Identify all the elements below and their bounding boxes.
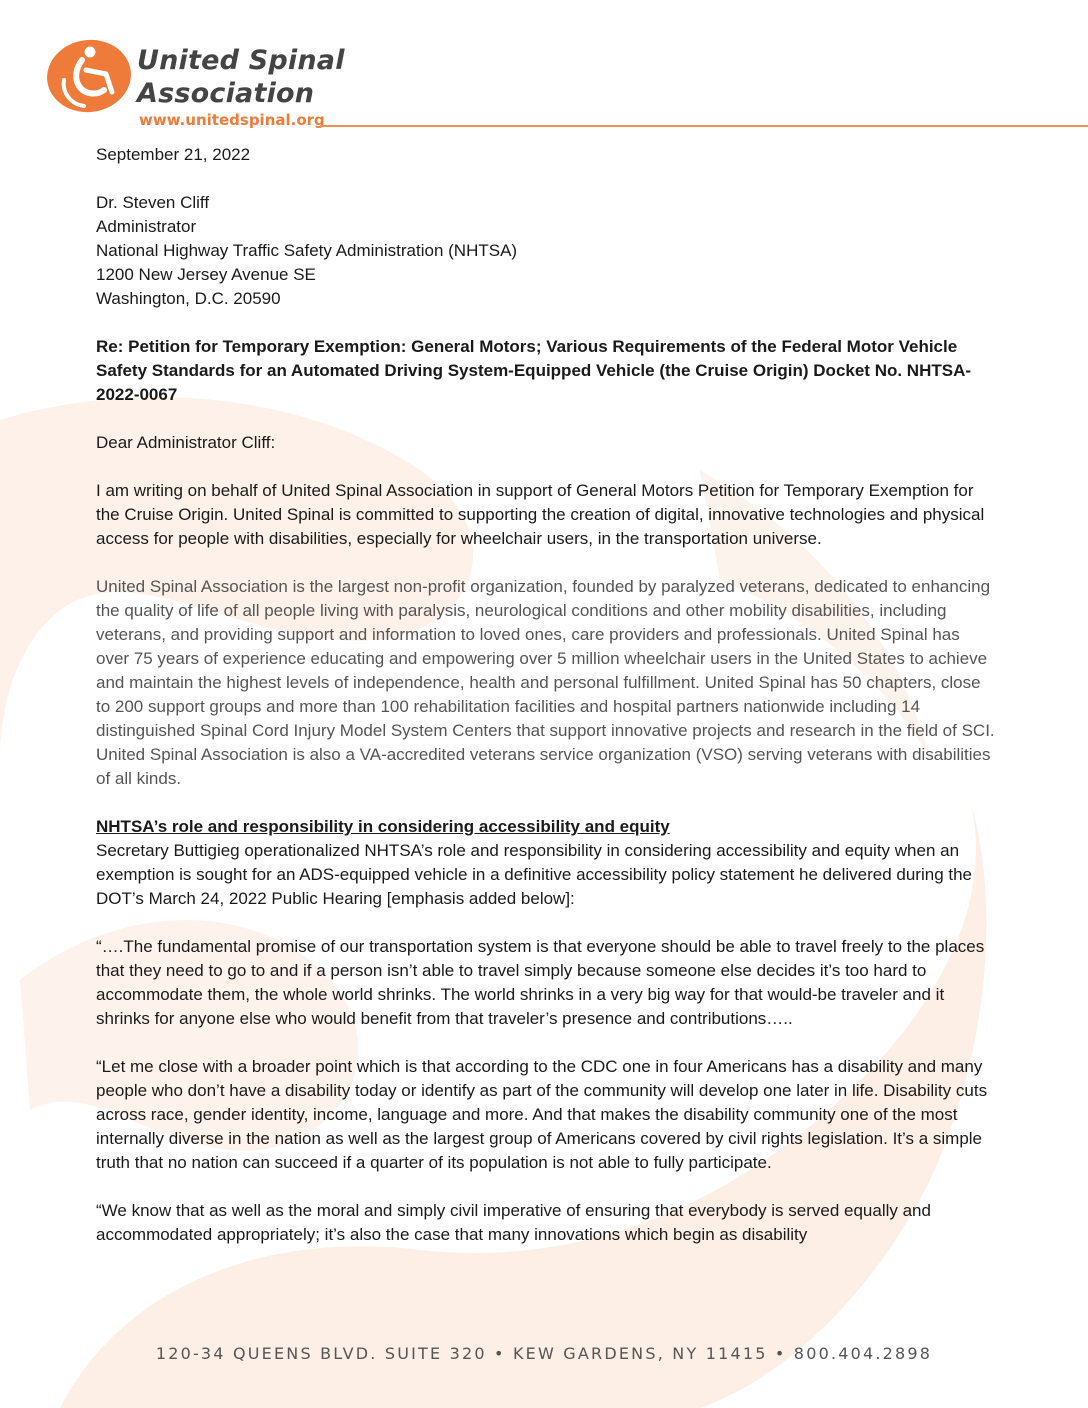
subject-line: Re: Petition for Temporary Exemption: General Motors; Various Requirements of the Federal Motor Vehicle Safety Standards for an Automated Driving System-Equipped Vehicle (the Cruise Origin) Docket No. NHTSA-2022-0067 xyxy=(96,337,972,404)
section-heading: NHTSA’s role and responsibility in considering accessibility and equity xyxy=(96,817,670,836)
recipient-title: Administrator xyxy=(96,217,197,236)
footer-address: 120-34 QUEENS BLVD. SUITE 320 • KEW GARDENS, NY 11415 • 800.404.2898 xyxy=(155,1344,933,1363)
header-divider xyxy=(320,125,1088,127)
recipient-street: 1200 New Jersey Avenue SE xyxy=(96,265,316,284)
organization-name-line2: Association xyxy=(137,78,315,109)
recipient-name: Dr. Steven Cliff xyxy=(96,193,210,212)
section-intro: Secretary Buttigieg operationalized NHTSA’s role and responsibility in considering accessibility and equity when an exemption is sought for an ADS-equipped vehicle in a definitive accessibility policy statement he delivered during the DOT’s March 24, 2022 Public Hearing [emphasis added below]: xyxy=(96,841,972,908)
quote-paragraph-1: “….The fundamental promise of our transportation system is that everyone should be able to travel freely to the places that they need to go to and if a person isn’t able to travel simply because someone else decides it’s too hard to accommodate them, the whole world shrinks. The world shrinks in a very big way for that would-be traveler and it shrinks for anyone else who would benefit from that traveler’s presence and contributions….. xyxy=(96,937,985,1028)
letter-date: September 21, 2022 xyxy=(96,145,251,164)
letter-body xyxy=(96,143,996,1271)
salutation: Dear Administrator Cliff: xyxy=(96,433,276,452)
intro-paragraph: I am writing on behalf of United Spinal Association in support of General Motors Petition for Temporary Exemption for the Cruise Origin. United Spinal is committed to supporting the creation of digital, innovative technologies and physical access for people with disabilities, especially for wheelchair users, in the transportation universe. xyxy=(96,481,985,548)
organization-name-line1: United Spinal xyxy=(137,45,345,76)
quote-paragraph-2: “Let me close with a broader point which is that according to the CDC one in four Americans has a disability and many people who don’t have a disability today or identify as part of the community will develop one later in life. Disability cuts across race, gender identity, income, language and more. And that makes the disability community one of the most internally diverse in the nation as well as the largest group of Americans covered by civil rights legislation. It’s a simple truth that no nation can succeed if a quarter of its population is not able to fully participate. xyxy=(96,1057,988,1172)
recipient-address xyxy=(96,191,996,311)
recipient-organization: National Highway Traffic Safety Administration (NHTSA) xyxy=(96,241,518,260)
quote-paragraph-3: “We know that as well as the moral and simply civil imperative of ensuring that everybody is served equally and accommodated appropriately; it’s also the case that many innovations which begin as disability xyxy=(96,1201,931,1244)
organization-name xyxy=(137,44,345,110)
about-paragraph: United Spinal Association is the largest non-profit organization, founded by paralyzed veterans, dedicated to enhancing the quality of life of all people living with paralysis, neurological conditions and other mobility disabilities, including veterans, and providing support and information to loved ones, care providers and professionals. United Spinal has over 75 years of experience educating and empowering over 5 million wheelchair users in the United States to achieve and maintain the highest levels of independence, health and personal fulfillment. United Spinal has 50 chapters, close to 200 support groups and more than 100 rehabilitation facilities and hospital partners nationwide including 14 distinguished Spinal Cord Injury Model System Centers that support innovative projects and research in the field of SCI. United Spinal Association is also a VA-accredited veterans service organization (VSO) serving veterans with disabilities of all kinds. xyxy=(96,577,995,788)
website-link[interactable]: www.unitedspinal.org xyxy=(139,111,325,129)
recipient-city: Washington, D.C. 20590 xyxy=(96,289,281,308)
united-spinal-logo-icon xyxy=(46,38,132,114)
section-block xyxy=(96,815,996,911)
